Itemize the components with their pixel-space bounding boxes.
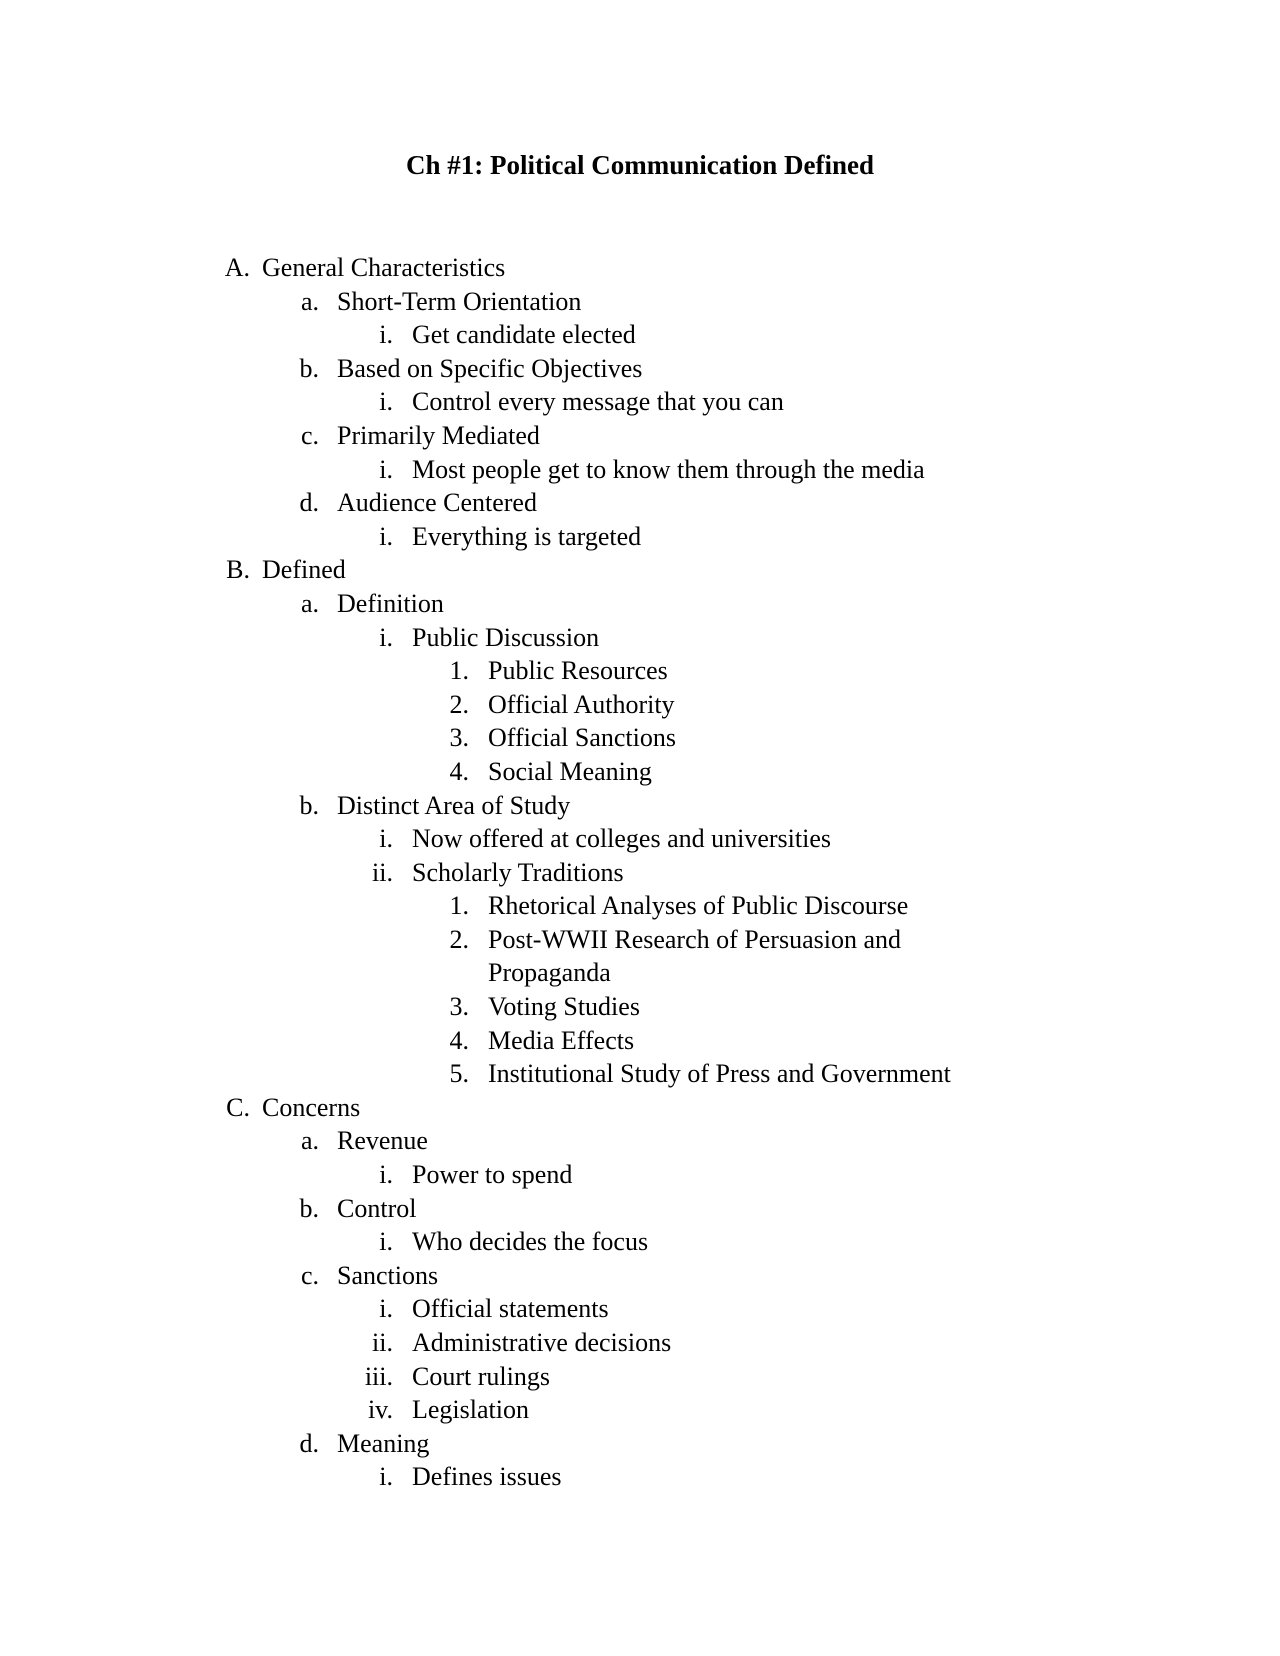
outline-item [0,419,1280,453]
outline-item-text: Post-WWII Research of Persuasion and [488,924,901,954]
outline-item-marker: 3. [449,992,469,1022]
outline-item-text: Definition [337,588,444,618]
outline-item-marker: b. [299,1193,319,1223]
outline-item-marker: c. [300,1260,319,1290]
outline-item [0,822,1280,856]
outline-item-text: Most people get to know them through the media [412,454,925,484]
outline-item [0,1192,1280,1226]
outline-item-marker: 3. [449,723,469,753]
outline-item-marker: b. [299,353,319,383]
outline-item-text: Audience Centered [337,488,537,518]
outline-item-marker: ii. [372,857,393,887]
outline-item [0,1158,1280,1192]
outline-item-text: Official Sanctions [488,723,676,753]
outline-item-text: Administrative decisions [412,1328,672,1357]
outline-item-text: Control every message that you can [412,387,784,417]
outline-item-text: Social Meaning [488,756,652,786]
outline-item [0,688,1280,722]
outline-item-marker: iii. [364,1361,393,1391]
page-title: Ch #1: Political Communication Defined [406,150,874,180]
outline-item-marker: i. [379,320,393,350]
outline-item-text: Propaganda [488,958,611,988]
outline-item-marker: b. [299,790,319,820]
outline-item [0,1124,1280,1158]
outline-item [0,956,1280,990]
outline-item-text: Public Discussion [412,622,600,652]
outline-item-marker: i. [379,824,393,854]
outline-item-marker: i. [379,622,393,652]
outline-item-text: Who decides the focus [412,1227,649,1257]
outline-item-marker: A. [224,253,250,282]
outline-item-marker: 2. [449,924,469,954]
outline-item [0,587,1280,621]
outline-item-text: Court rulings [412,1361,550,1391]
outline-item-text: Concerns [262,1092,361,1122]
outline-item-text: Control [337,1193,417,1223]
outline-item-marker: d. [299,488,319,518]
outline-item-marker: c. [300,420,319,450]
outline-item [0,318,1280,352]
outline-item-text: Voting Studies [488,992,640,1022]
outline-item [0,1024,1280,1058]
outline-item-marker: 1. [449,656,469,686]
outline-item-text: Get candidate elected [412,320,636,350]
outline-item-text: Sanctions [337,1260,439,1290]
outline-item [0,789,1280,823]
outline-item-text: Media Effects [488,1025,635,1055]
outline-item-text: General Characteristics [262,253,506,282]
outline-item-marker: a. [300,286,319,316]
outline-item [0,251,1280,285]
outline-item [0,1292,1280,1326]
outline-item-marker: 5. [449,1059,469,1089]
outline-item-marker: i. [379,454,393,484]
outline-item-text: Scholarly Traditions [412,857,624,887]
outline-item-marker: 1. [449,891,469,921]
outline-item [0,520,1280,554]
outline-item-marker: a. [300,588,319,618]
outline-item [0,1427,1280,1461]
outline-item-marker: i. [379,1462,393,1492]
outline-item-text: Public Resources [488,656,668,686]
outline-item-text: Defines issues [412,1462,562,1492]
outline-item [0,1360,1280,1394]
outline-item [0,990,1280,1024]
outline-item-text: Based on Specific Objectives [337,353,643,383]
outline-item [0,889,1280,923]
outline-item [0,352,1280,386]
outline-item-text: Distinct Area of Study [337,790,571,820]
outline-item-marker: iv. [367,1395,393,1425]
outline-item-text: Official statements [412,1294,609,1324]
outline-item-text: Primarily Mediated [337,420,540,450]
outline-item-text: Everything is targeted [412,521,642,551]
outline-item [0,755,1280,789]
outline-item-marker: i. [379,521,393,551]
outline-item [0,1326,1280,1360]
outline-item [0,285,1280,319]
outline-item-text: Official Authority [488,689,675,719]
outline-item-text: Power to spend [412,1160,573,1190]
outline-item-marker: i. [379,1294,393,1324]
outline-list [0,251,1280,1494]
outline-item-marker: 4. [449,1025,469,1055]
outline-item [0,721,1280,755]
outline-item [0,923,1280,957]
outline-item [0,486,1280,520]
outline-item-text: Legislation [412,1395,529,1425]
outline-item-text: Defined [262,555,346,585]
outline-item [0,1460,1280,1494]
outline-item-text: Meaning [337,1428,430,1458]
outline-item [0,1225,1280,1259]
outline-item-marker: ii. [372,1328,393,1357]
outline-item-marker: i. [379,387,393,417]
outline-item [0,1393,1280,1427]
outline-item-text: Short-Term Orientation [337,286,582,316]
outline-item [0,621,1280,655]
outline-item-text: Institutional Study of Press and Government [488,1059,951,1089]
outline-item-marker: i. [379,1160,393,1190]
outline-item [0,1057,1280,1091]
outline-item-text: Rhetorical Analyses of Public Discourse [488,891,909,921]
outline-item [0,1259,1280,1293]
outline-item [0,453,1280,487]
outline-item [0,654,1280,688]
outline-item-marker: 2. [449,689,469,719]
outline-item [0,856,1280,890]
outline-item-marker: d. [299,1428,319,1458]
outline-item-text: Revenue [337,1126,428,1156]
outline-item [0,385,1280,419]
outline-item-marker: C. [226,1092,250,1122]
outline-item-marker: 4. [449,756,469,786]
outline-item [0,553,1280,587]
outline-item-marker: B. [226,555,250,585]
outline-item-text: Now offered at colleges and universities [412,824,831,854]
outline-item-marker: a. [300,1126,319,1156]
outline-item [0,1091,1280,1125]
outline-item-marker: i. [379,1227,393,1257]
